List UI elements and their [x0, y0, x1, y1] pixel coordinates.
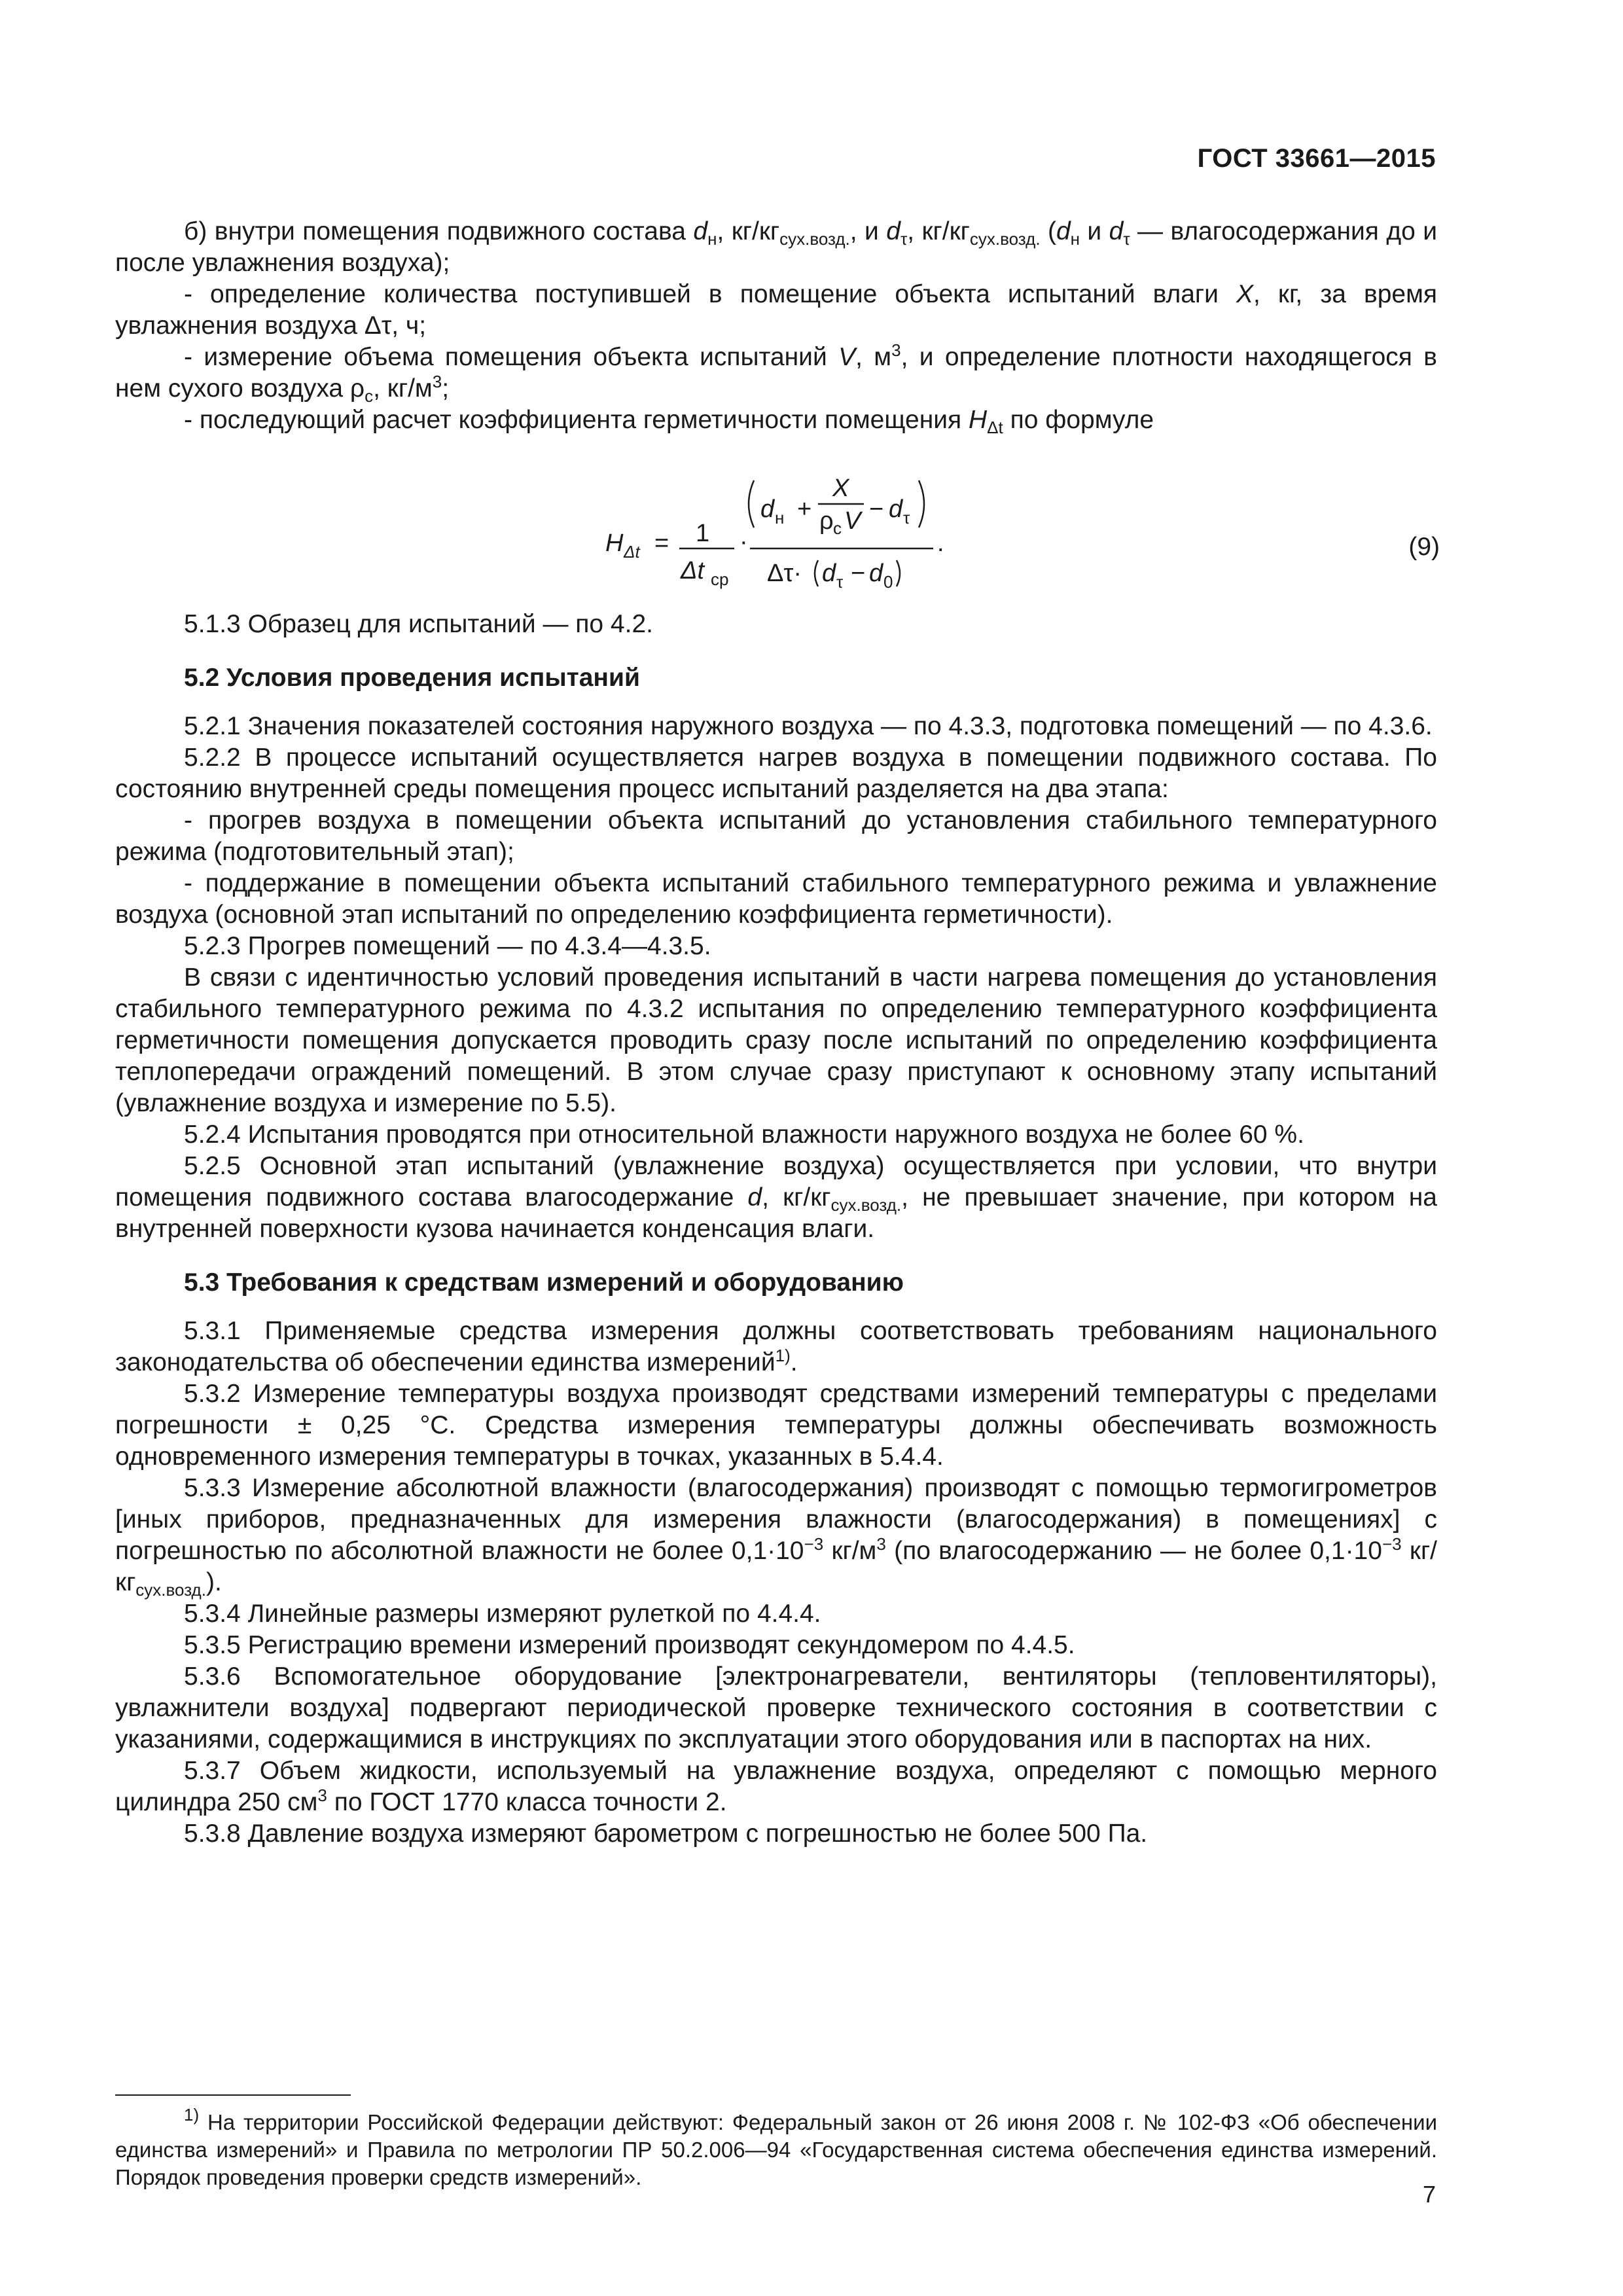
den-minus: −	[851, 560, 866, 587]
equals-sign: =	[654, 529, 669, 557]
para-5-3-5: 5.3.5 Регистрацию времени измерений производят секундомером по 4.4.5.	[184, 1631, 1075, 1659]
para-5-3-8: 5.3.8 Давление воздуха измеряют барометром с погрешностью не более 500 Па.	[184, 1820, 1148, 1848]
num-dt-sub: τ	[903, 508, 910, 528]
para-5-2-3: 5.2.3 Прогрев помещений — по 4.3.4—4.3.5.	[184, 932, 711, 960]
para-5-2-2-a: - прогрев воздуха в помещении объекта испытаний до установления стабильного температурного режима (подготовительный этап);	[115, 806, 1437, 866]
para-5-3-7: 5.3.7 Объем жидкости, используемый на увлажнение воздуха, определяют с помощью мерного цилиндра 250 $см^3$ по ГОСТ 1770 класса точности 2.	[115, 1757, 1437, 1816]
rho-sub: с	[833, 518, 842, 538]
num-d: d	[760, 495, 775, 523]
item-b-paragraph: б) внутри помещения подвижного состава $d_н$, $кг/кг_{сух.возд.}$, и $d_\tau$, $кг/кг_{сух.возд.}$ ($d_н$ и $d_\tau$ — влагосодержания до и после увлажнения воздуха);	[115, 217, 1437, 277]
main-text-block	[115, 609, 1437, 1850]
heading-5-3: 5.3 Требования к средствам измерений и оборудованию	[184, 1268, 904, 1297]
para-5-2-2-b: - поддержание в помещении объекта испытаний стабильного температурного режима и увлажнение воздуха (основной этап испытаний по определению коэффициента герметичности).	[115, 869, 1437, 929]
para-5-3-1: 5.3.1 Применяемые средства измерения должны соответствовать требованиям национального законодательства об обеспечении единства измерений$^{1)}$.	[115, 1317, 1437, 1376]
den-right-paren	[897, 560, 900, 586]
formula-period: .	[937, 529, 944, 557]
para-5-2-1: 5.2.1 Значения показателей состояния наружного воздуха — по 4.3.3, подготовка помещений — по 4.3.6.	[184, 712, 1433, 740]
volume-item: - измерение объема помещения объекта испытаний V, $м^3$, и определение плотности находящегося в нем сухого воздуха $\rho_с$, $кг/м^3$;	[115, 340, 1437, 406]
heading-5-2: 5.2 Условия проведения испытаний	[184, 664, 640, 692]
left-paren	[749, 480, 754, 528]
footnote	[115, 2105, 1437, 2191]
formula-9	[589, 466, 1440, 597]
para-5-2-4: 5.2.4 Испытания проводятся при относительной влажности наружного воздуха не более 60 %.	[184, 1121, 1304, 1149]
num-plus: +	[797, 495, 812, 523]
num-d-sub: н	[775, 508, 785, 528]
rho: ρ	[819, 507, 834, 535]
den-d: d	[822, 560, 836, 587]
den-left-paren	[815, 560, 818, 586]
calculation-item: - последующий расчет коэффициента герметичности помещения $H_{\Delta t}$ по формуле	[184, 406, 1154, 437]
den-dtau: Δτ·	[767, 560, 802, 587]
para-5-3-6: 5.3.6 Вспомогательное оборудование [электронагреватели, вентиляторы (тепловентиляторы), увлажнители воздуха] подвергают периодической проверке технического состояния в соответствии с указаниями, содержащимися в инструкциях по эксплуатации этого оборудования или в паспортах на них.	[115, 1662, 1437, 1753]
footnote-marker: 1)	[184, 2105, 200, 2125]
num-x: X	[832, 475, 849, 502]
right-paren	[919, 480, 924, 528]
footnote-divider	[115, 2094, 351, 2096]
delta-t-sub: ср	[711, 569, 729, 589]
num-minus: −	[869, 495, 884, 523]
para-5-3-3: 5.3.3 Измерение абсолютной влажности (влагосодержания) производят с помощью термогигрометров [иных приборов, предназначенных для измерения влажности (влагосодержания) в помещениях] с погрешностью по абсолютной влажности не более $0,1\cdot 10^{-3}$ $кг/м^3$ (по влагосодержанию — не более $0,1\cdot 10^{-3}$ $кг/кг_{сух.возд.}$).	[115, 1474, 1437, 1600]
den-d-sub: τ	[836, 572, 844, 592]
lhs-sub: Δt	[624, 542, 640, 562]
page-number: 7	[1422, 2181, 1436, 2208]
formula-number: (9)	[1408, 533, 1440, 561]
multiply-dot: ·	[740, 528, 748, 556]
den-d0-sub: 0	[883, 572, 893, 592]
para-5-2-2: 5.2.2 В процессе испытаний осуществляется нагрев воздуха в помещении подвижного состава. По состоянию внутренней среды помещения процесс испытаний разделяется на два этапа:	[115, 744, 1437, 803]
volume-v: V	[844, 507, 861, 535]
footnote-ref: 1)	[775, 1346, 791, 1365]
delta-t: Δt	[681, 557, 705, 584]
den-d0: d	[869, 560, 883, 587]
para-5-2-5: 5.2.5 Основной этап испытаний (увлажнение воздуха) осуществляется при условии, что внутри помещения подвижного состава влагосодержание d, $кг/кг_{сух.возд.}$, не превышает значение, при котором на внутренней поверхности кузова начинается конденсация влаги.	[115, 1152, 1437, 1243]
lhs-h: H	[605, 529, 624, 557]
footnote-text: $^{1)}$ На территории Российской Федерации действуют: Федеральный закон от 26 июня 2008 г. № 102-ФЗ «Об обеспечении единства измерений» и Правила по метрологии ПР 50.2.006—94 «Государственная система обеспечения единства измерений. Порядок проведения проверки средств измерений».	[115, 2105, 1437, 2189]
formula-graphic	[589, 466, 1440, 597]
moisture-item: - определение количества поступившей в помещение объекта испытаний влаги X, кг, за время увлажнения воздуха Δτ, ч;	[115, 280, 1438, 340]
para-5-3-4: 5.3.4 Линейные размеры измеряют рулеткой по 4.4.4.	[184, 1600, 821, 1628]
numerator-one: 1	[696, 520, 710, 547]
document-number-header: ГОСТ 33661—2015	[1197, 144, 1436, 173]
num-dt: d	[889, 495, 903, 523]
para-5-3-2: 5.3.2 Измерение температуры воздуха производят средствами измерений температуры с пределами погрешности ± 0,25 °С. Средства измерения температуры должны обеспечивать возможность одновременного измерения температуры в точках, указанных в 5.4.4.	[115, 1380, 1437, 1471]
intro-block	[115, 216, 1437, 436]
para-5-2-3-detail: В связи с идентичностью условий проведения испытаний в части нагрева помещения до установления стабильного температурного режима по 4.3.2 испытания по определению температурного коэффициента герметичности помещения допускается проводить сразу после испытаний по определению коэффициента теплопередачи ограждений помещений. В этом случае сразу приступают к основному этапу испытаний (увлажнение воздуха и измерение по 5.5).	[115, 963, 1437, 1117]
para-5-1-3: 5.1.3 Образец для испытаний — по 4.2.	[184, 610, 653, 638]
